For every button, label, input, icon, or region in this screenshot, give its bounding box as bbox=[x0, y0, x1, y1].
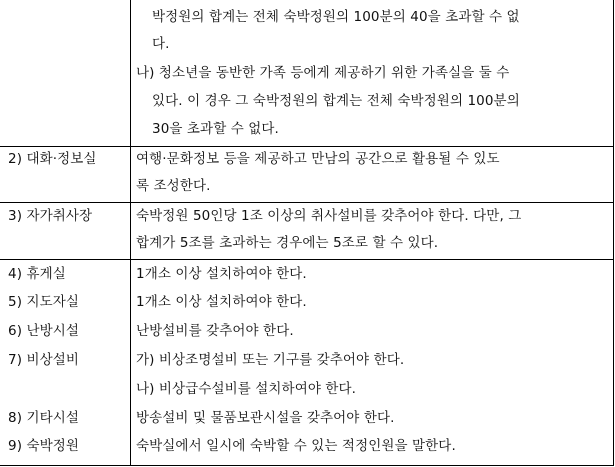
row-label-other: 8) 기타시설 bbox=[8, 410, 80, 426]
row-label-capacity: 9) 숙박정원 bbox=[8, 438, 80, 454]
row7-line1: 가) 비상조명설비 또는 기구를 갖추어야 한다. bbox=[136, 352, 405, 368]
row-divider bbox=[0, 259, 614, 260]
row3-line1: 숙박정원 50인당 1조 이상의 취사설비를 갖추어야 한다. 다만, 그 bbox=[136, 208, 522, 224]
row-label-kitchen: 3) 자가취사장 bbox=[8, 208, 93, 224]
row3-line2: 합계가 5조를 초과하는 경우에는 5조로 할 수 있다. bbox=[136, 235, 439, 251]
row-label-emergency: 7) 비상설비 bbox=[8, 352, 80, 368]
row1-line3: 나) 청소년을 동반한 가족 등에게 제공하기 위한 가족실을 둘 수 bbox=[136, 65, 510, 81]
row-label-leader-room: 5) 지도자실 bbox=[8, 294, 80, 310]
row6-line1: 난방설비를 갖추어야 한다. bbox=[136, 323, 294, 339]
row1-line5: 30을 초과할 수 없다. bbox=[152, 121, 279, 137]
row1-line1: 박정원의 합계는 전체 숙박정원의 100분의 40을 초과할 수 없 bbox=[152, 9, 520, 25]
column-divider bbox=[130, 0, 131, 466]
row9-line1: 숙박실에서 일시에 숙박할 수 있는 적정인원을 말한다. bbox=[136, 438, 456, 454]
row-label-lounge: 4) 휴게실 bbox=[8, 266, 66, 282]
row7-line2: 나) 비상급수설비를 설치하여야 한다. bbox=[136, 381, 357, 397]
row-divider bbox=[0, 146, 614, 147]
row-label-heating: 6) 난방시설 bbox=[8, 323, 80, 339]
row1-line4: 있다. 이 경우 그 숙박정원의 합계는 전체 숙박정원의 100분의 bbox=[152, 93, 520, 109]
row2-line1: 여행·문화정보 등을 제공하고 만남의 공간으로 활용될 수 있도 bbox=[136, 151, 500, 167]
row8-line1: 방송설비 및 물품보관시설을 갖추어야 한다. bbox=[136, 410, 395, 426]
row-divider bbox=[0, 202, 614, 203]
row4-line1: 1개소 이상 설치하여야 한다. bbox=[136, 266, 307, 282]
row2-line2: 록 조성한다. bbox=[136, 178, 211, 194]
row-label-info-room: 2) 대화·정보실 bbox=[8, 151, 97, 167]
row5-line1: 1개소 이상 설치하여야 한다. bbox=[136, 294, 307, 310]
row1-line2: 다. bbox=[152, 36, 170, 52]
